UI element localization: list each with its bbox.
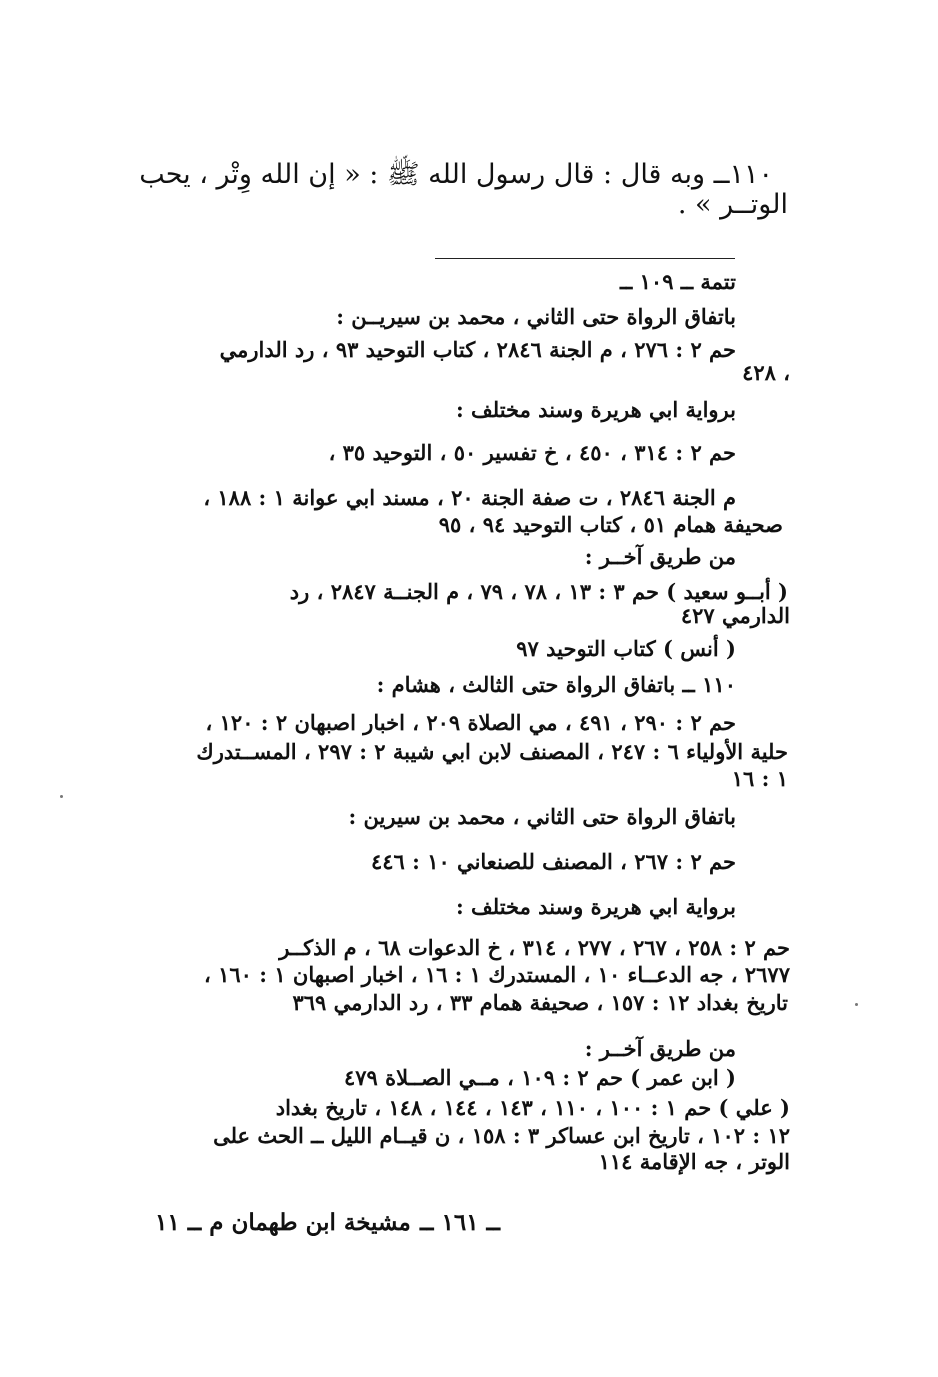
note-line: حم ٢ : ٢٧٦ ، م الجنة ٢٨٤٦ ، كتاب التوحيد ٩٣ ، رد الدارمي [219,337,736,362]
note-line: ٢٦٧٧ ، جه الدعــاء ١٠ ، المستدرك ١ : ١٦ ، اخبار اصبهان ١ : ١٦٠ ، [204,962,790,987]
note-line: ( ابن عمر ) حم ٢ : ١٠٩ ، مــي الصــلاة ٤٧٩ [343,1065,736,1090]
note-line: صحيفة همام ٥١ ، كتاب التوحيد ٩٤ ، ٩٥ [438,512,783,537]
note-line: باتفاق الرواة حتى الثاني ، محمد بن سيرين : [348,804,736,829]
note-line: حم ٢ : ٢٩٠ ، ٤٩١ ، مي الصلاة ٢٠٩ ، اخبار اصبهان ٢ : ١٢٠ ، [205,710,736,735]
note-line: حم ٢ : ٢٥٨ ، ٢٦٧ ، ٢٧٧ ، ٣١٤ ، خ الدعوات ٦٨ ، م الذكــر [279,935,790,960]
note-line: برواية ابي هريرة وسند مختلف : [455,894,736,919]
note-line: حلية الأولياء ٦ : ٢٤٧ ، المصنف لابن ابي شيبة ٢ : ٢٩٧ ، المســتدرك [196,739,788,764]
note-line: ( أبــو سعيد ) حم ٣ : ١٣ ، ٧٨ ، ٧٩ ، م الجنــة ٢٨٤٧ ، رد [289,579,788,604]
note-line: الوتر ، جه الإقامة ١١٤ [598,1149,790,1174]
signature-mark: مشيخة ابن طهمان م ــ ١١ [155,1209,411,1236]
note-line: حم ٢ : ٣١٤ ، ٤٥٠ ، خ تفسير ٥٠ ، التوحيد ٣٥ ، [328,440,736,465]
note-line: الدارمي ٤٢٧ [680,603,790,628]
note-line: من طريق آخــر : [584,1036,736,1061]
note-line: ١١٠ ــ باتفاق الرواة حتى الثالث ، هشام : [376,672,736,697]
note-line: ١ : ١٦ [731,766,788,791]
note-line: من طريق آخــر : [584,544,736,569]
note-line: باتفاق الرواة حتى الثاني ، محمد بن سيريــن : [336,304,736,329]
note-line: حم ٢ : ٢٦٧ ، المصنف للصنعاني ١٠ : ٤٤٦ [370,849,736,874]
note-line: ( علي ) حم ١ : ١٠٠ ، ١١٠ ، ١٤٣ ، ١٤٤ ، ١٤٨ ، تاريخ بغداد [275,1095,790,1120]
note-line: تاريخ بغداد ١٢ : ١٥٧ ، صحيفة همام ٣٣ ، رد الدارمي ٣٦٩ [292,990,788,1015]
note-heading: تتمة ــ ١٠٩ ــ [620,269,736,294]
footnote-divider [435,258,735,259]
hadith-line-2: الوتــر » . [677,189,788,220]
hadith-line-1: ١١٠ــ وبه قال : قال رسول الله ﷺ : « إن الله وِتْر ، يحب [139,159,773,190]
note-line: ٤٢٨ ، [742,360,790,385]
page-number: ــ ١٦١ ــ [420,1209,501,1236]
scan-speck [60,795,63,798]
scan-speck [855,1003,858,1006]
note-line: م الجنة ٢٨٤٦ ، ت صفة الجنة ٢٠ ، مسند ابي عوانة ١ : ١٨٨ ، [203,485,736,510]
note-line: ( أنس ) كتاب التوحيد ٩٧ [516,636,736,661]
note-line: ١٢ : ١٠٢ ، تاريخ ابن عساكر ٣ : ١٥٨ ، ن قيــام الليل ــ الحث على [213,1123,790,1148]
note-line: برواية ابي هريرة وسند مختلف : [455,397,736,422]
